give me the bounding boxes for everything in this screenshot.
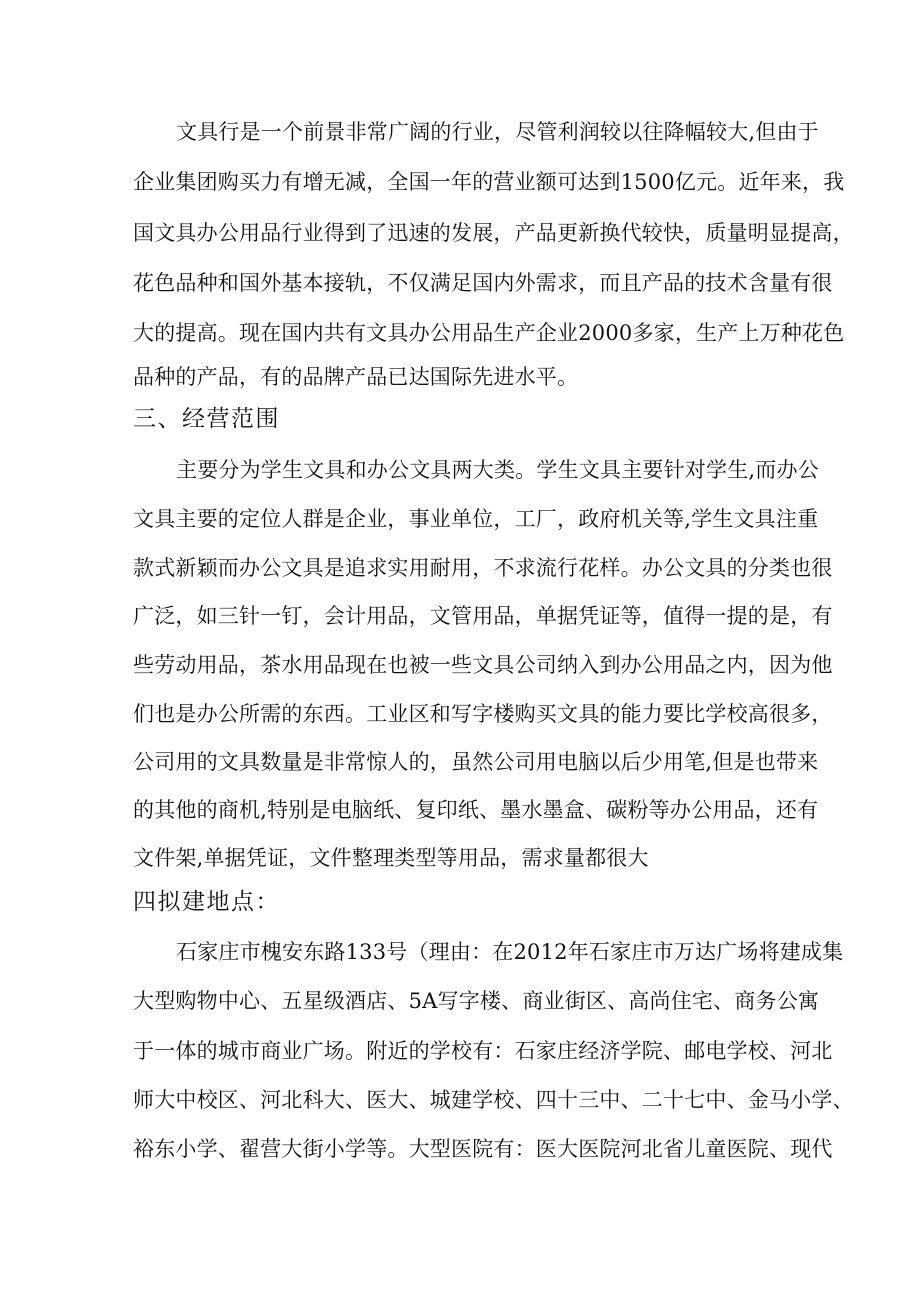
paragraph-2-line-3: 款式新颖而办公文具是追求实用耐用，不求流行花样。办公文具的分类也很 [133,556,833,580]
paragraph-3-line-3: 于一体的城市商业广场。附近的学校有：石家庄经济学院、邮电学校、河北 [133,1039,833,1063]
section-heading-business-scope: 三、经营范围 [133,406,280,432]
paragraph-3-line-1: 石家庄市槐安东路133号（理由：在2012年石家庄市万达广场将建成集 [176,940,844,964]
paragraph-1-line-2: 企业集团购买力有增无减，全国一年的营业额可达到1500亿元。近年来，我 [133,170,845,194]
paragraph-3-line-5: 裕东小学、翟营大街小学等。大型医院有：医大医院河北省儿童医院、现代 [133,1137,833,1161]
paragraph-2-line-1: 主要分为学生文具和办公文具两大类。学生文具主要针对学生,而办公 [176,458,819,482]
paragraph-1-line-4: 花色品种和国外基本接轨，不仅满足国内外需求，而且产品的技术含量有很 [133,271,833,295]
paragraph-1-line-3: 国文具办公用品行业得到了迅速的发展，产品更新换代较快，质量明显提高， [133,221,854,245]
section-heading-proposed-location: 四拟建地点： [133,889,280,915]
paragraph-2-line-4: 广泛，如三针一钉，会计用品，文管用品，单据凭证等，值得一提的是，有 [133,604,833,628]
paragraph-1-line-1: 文具行是一个前景非常广阔的行业，尽管利润较以往降幅较大,但由于 [176,120,819,144]
paragraph-2-line-5: 些劳动用品，茶水用品现在也被一些文具公司纳入到办公用品之内，因为他 [133,653,833,677]
paragraph-2-line-6: 们也是办公所需的东西。工业区和写字楼购买文具的能力要比学校高很多， [133,702,833,726]
paragraph-1-line-6: 品种的产品，有的品牌产品已达国际先进水平。 [133,365,579,389]
paragraph-2-line-2: 文具主要的定位人群是企业，事业单位，工厂，政府机关等,学生文具注重 [133,507,819,531]
paragraph-2-line-9: 文件架,单据凭证，文件整理类型等用品，需求量都很大 [133,846,649,870]
paragraph-2-line-7: 公司用的文具数量是非常惊人的，虽然公司用电脑以后少用笔,但是也带来 [133,750,819,774]
paragraph-3-line-2: 大型购物中心、五星级酒店、5Α写字楼、商业街区、高尚住宅、商务公寓 [133,989,820,1013]
paragraph-3-line-4: 师大中校区、河北科大、医大、城建学校、四十三中、二十七中、金马小学、 [133,1088,854,1112]
paragraph-2-line-8: 的其他的商机,特别是电脑纸、复印纸、墨水墨盒、碳粉等办公用品，还有 [133,798,819,822]
paragraph-1-line-5: 大的提高。现在国内共有文具办公用品生产企业2000多家，生产上万种花色 [133,321,845,345]
